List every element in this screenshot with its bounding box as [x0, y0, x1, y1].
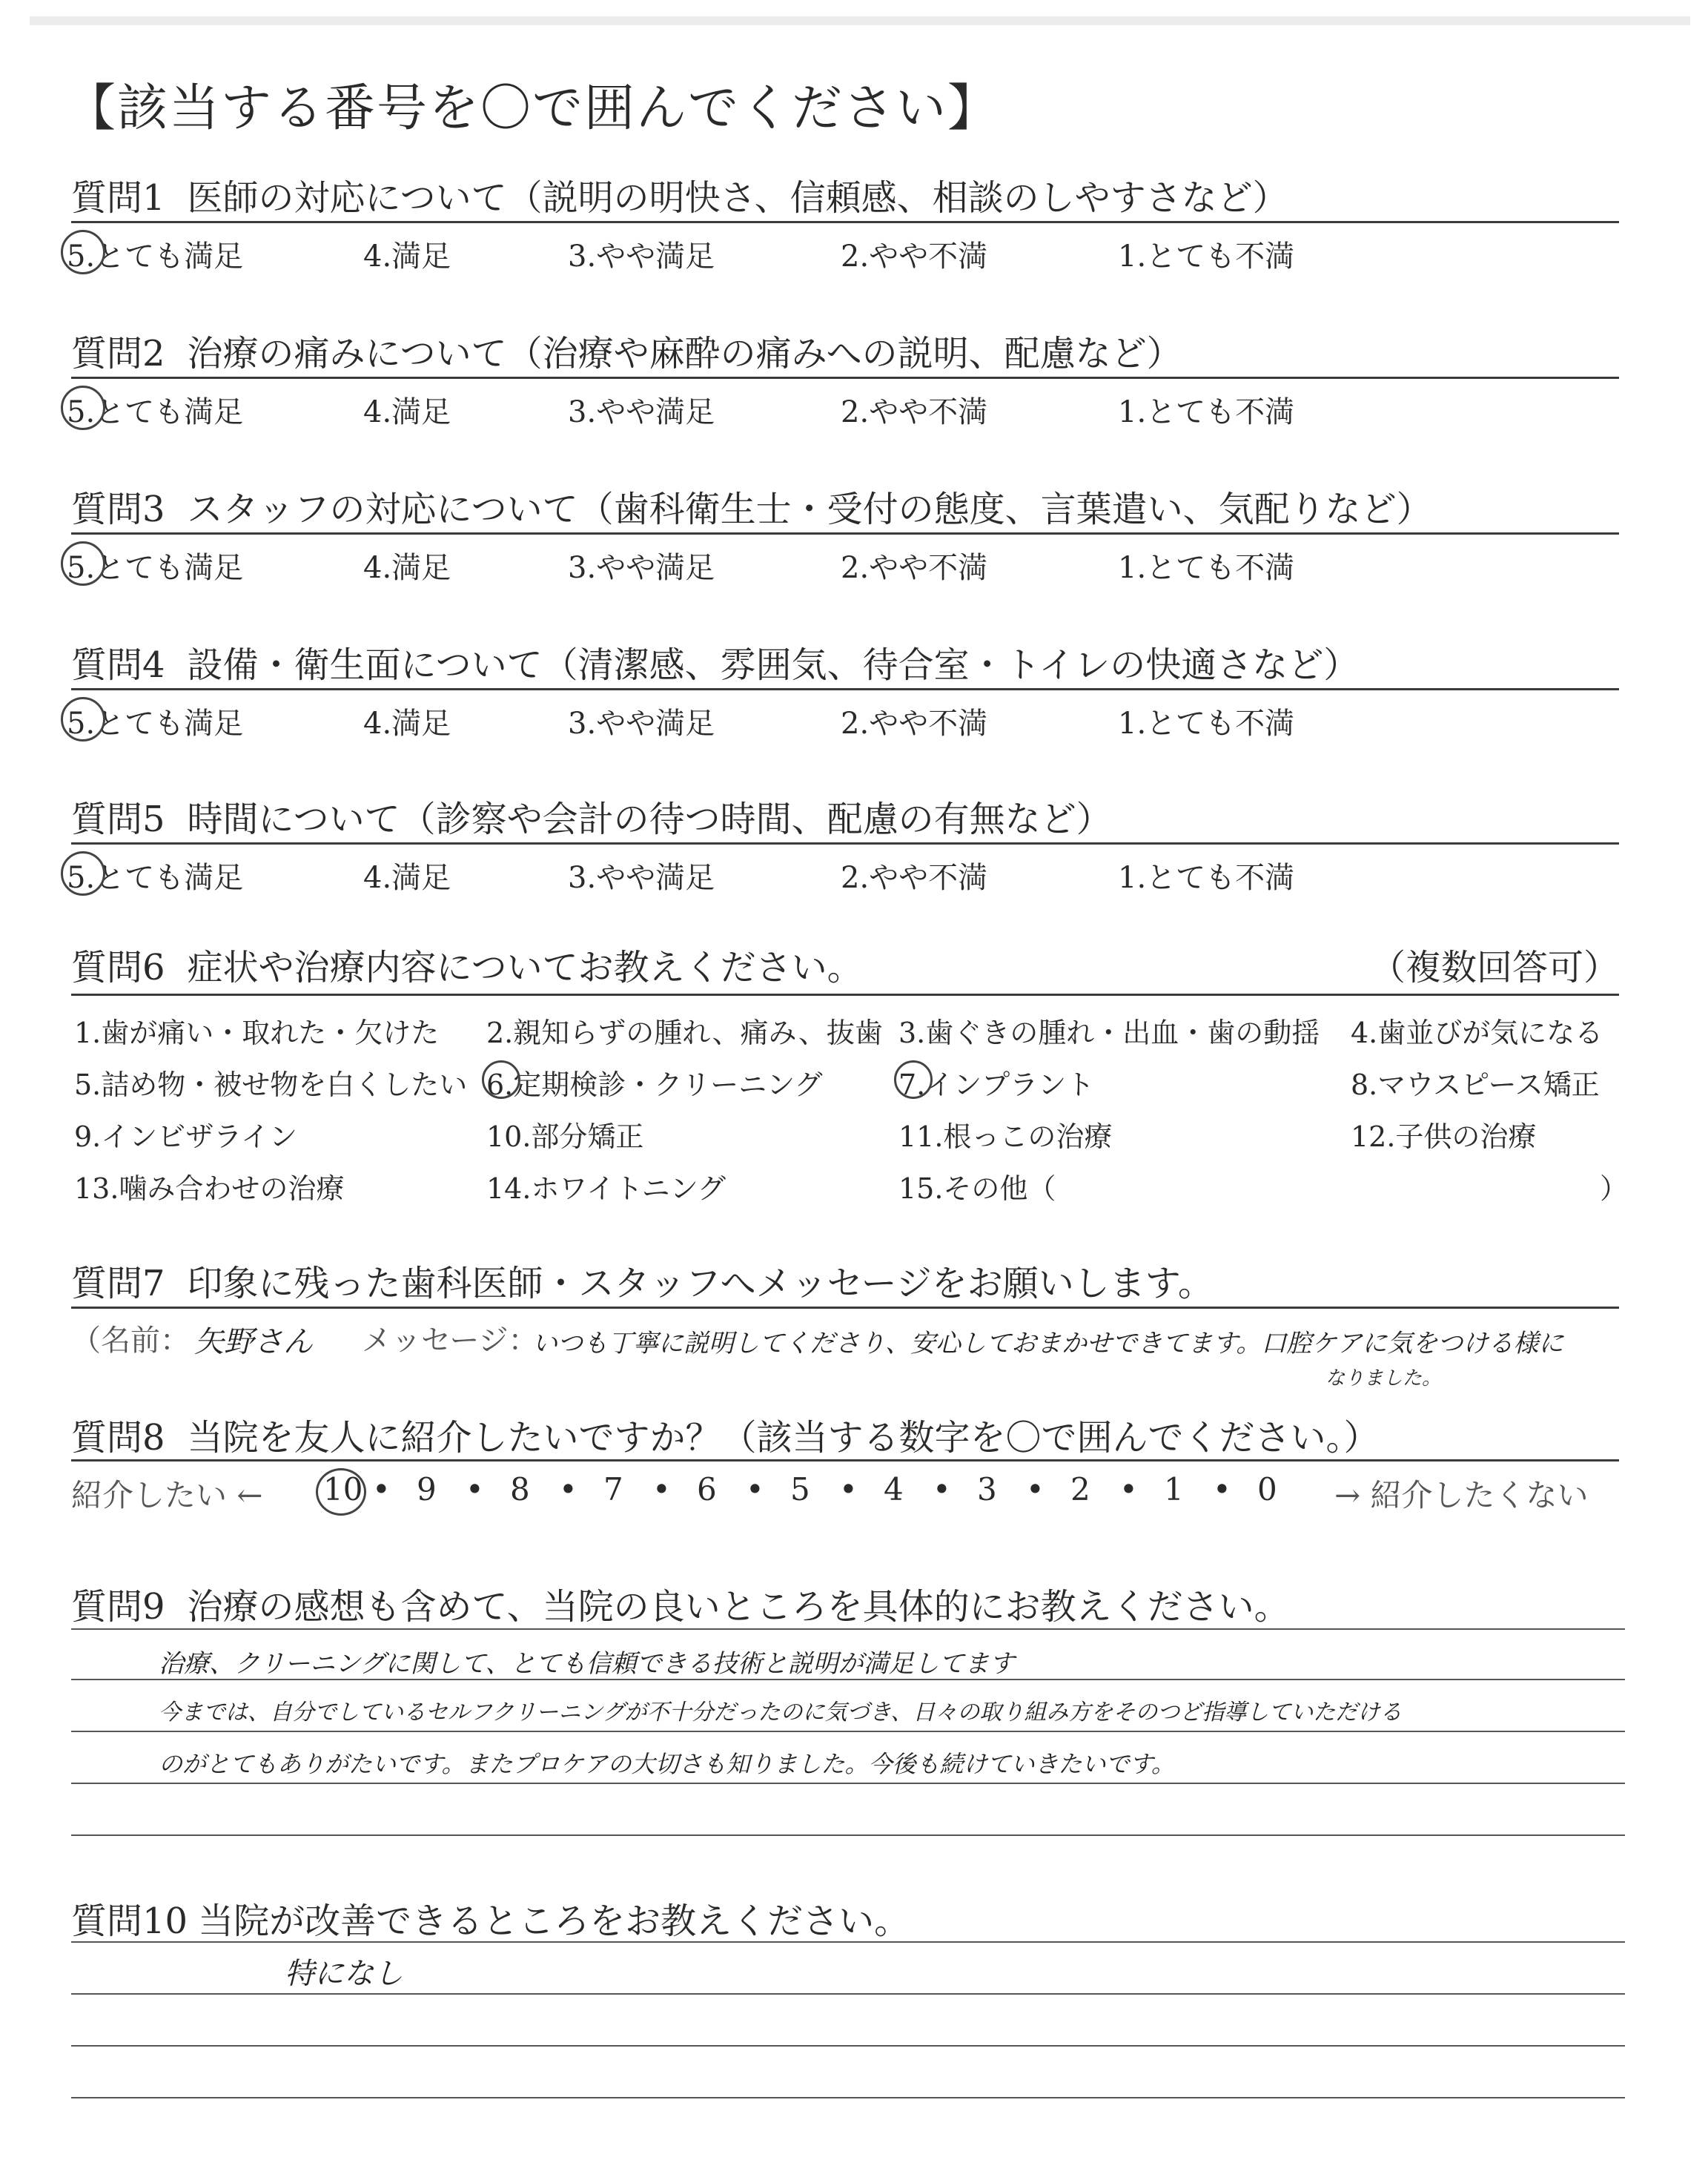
q6-text: 症状や治療内容についてお教えください。	[187, 947, 863, 988]
q10-text: 当院が改善できるところをお教えください。	[198, 1900, 910, 1942]
q4-selected-mark	[61, 697, 105, 742]
q9-writing-line	[71, 1783, 1625, 1784]
q2-option-1[interactable]: 1.とても不満	[1118, 395, 1295, 429]
q10-answer[interactable]: 特になし	[285, 1957, 403, 1991]
instruction-heading: 【該当する番号を〇で囲んでください】	[65, 79, 1000, 138]
q8-title	[71, 1409, 1380, 1460]
q8-scale-separator: •	[559, 1471, 577, 1507]
q9-writing-line	[71, 1628, 1625, 1630]
q5-number: 質問5	[71, 799, 165, 840]
q3-title	[71, 480, 1432, 532]
q8-scale-separator: •	[1213, 1471, 1231, 1507]
q9-answer-line[interactable]: のがとてもありがたいです。またプロケアの大切さも知りました。今後も続けていきたいです。	[159, 1750, 1175, 1778]
q6-option-10[interactable]: 10.部分矯正	[486, 1120, 644, 1153]
q8-scale-5[interactable]: 5	[790, 1471, 810, 1507]
q1-number: 質問1	[71, 177, 165, 219]
q5-option-5[interactable]: 5.とても満足	[67, 861, 244, 895]
q7-text: 印象に残った歯科医師・スタッフへメッセージをお願いします。	[187, 1263, 1214, 1304]
q3-option-5[interactable]: 5.とても満足	[67, 551, 244, 585]
q3-number: 質問3	[71, 489, 165, 530]
q7-title	[71, 1255, 1214, 1306]
q9-number: 質問9	[71, 1586, 165, 1628]
q6-option-1[interactable]: 1.歯が痛い・取れた・欠けた	[74, 1017, 440, 1049]
q6-rule	[71, 994, 1619, 996]
q6-option-14[interactable]: 14.ホワイトニング	[486, 1172, 726, 1205]
q8-selected-mark	[316, 1468, 366, 1516]
q8-scale-10[interactable]: 10	[323, 1471, 363, 1507]
q4-option-1[interactable]: 1.とても不満	[1118, 707, 1295, 741]
q8-scale-separator: •	[1119, 1471, 1138, 1507]
q1-rule	[71, 221, 1619, 223]
q6-option-2[interactable]: 2.親知らずの腫れ、痛み、抜歯	[486, 1017, 883, 1049]
q2-text: 治療の痛みについて（治療や麻酔の痛みへの説明、配慮など）	[187, 333, 1182, 374]
q6-option-9[interactable]: 9.インビザライン	[74, 1120, 298, 1153]
q5-title	[71, 790, 1112, 842]
q8-scale-8[interactable]: 8	[510, 1471, 530, 1507]
q8-right-label: → 紹介したくない	[1334, 1477, 1589, 1513]
q8-text: 当院を友人に紹介したいですか？（該当する数字を〇で囲んでください。）	[187, 1417, 1380, 1459]
q3-option-3[interactable]: 3.やや満足	[568, 551, 715, 585]
q8-left-label: 紹介したい ←	[71, 1477, 263, 1513]
q5-text: 時間について（診察や会計の待つ時間、配慮の有無など）	[187, 799, 1112, 840]
q1-text: 医師の対応について（説明の明快さ、信頼感、相談のしやすさなど）	[187, 177, 1288, 219]
q3-option-4[interactable]: 4.満足	[363, 551, 451, 585]
q8-scale-separator: •	[466, 1471, 484, 1507]
q1-option-1[interactable]: 1.とても不満	[1118, 240, 1295, 274]
q2-option-2[interactable]: 2.やや不満	[841, 395, 988, 429]
q6-option-7[interactable]: 7.インプラント	[898, 1069, 1095, 1101]
q8-scale-6[interactable]: 6	[697, 1471, 717, 1507]
q8-scale-separator: •	[839, 1471, 858, 1507]
q8-scale-separator: •	[372, 1471, 391, 1507]
q2-number: 質問2	[71, 333, 165, 374]
q8-number: 質問8	[71, 1417, 165, 1459]
q6-selected-mark	[482, 1060, 520, 1099]
q8-scale-separator: •	[652, 1471, 671, 1507]
q4-option-5[interactable]: 5.とても満足	[67, 707, 244, 741]
q10-writing-line	[71, 2097, 1625, 2098]
q6-option-11[interactable]: 11.根っこの治療	[898, 1120, 1113, 1153]
q9-writing-line	[71, 1731, 1625, 1732]
q1-option-2[interactable]: 2.やや不満	[841, 240, 988, 274]
q1-option-3[interactable]: 3.やや満足	[568, 240, 715, 274]
q8-scale-9[interactable]: 9	[417, 1471, 437, 1507]
q6-option-3[interactable]: 3.歯ぐきの腫れ・出血・歯の動揺	[898, 1017, 1320, 1049]
q8-scale-2[interactable]: 2	[1070, 1471, 1090, 1507]
q4-rule	[71, 688, 1619, 690]
q6-selected-mark	[894, 1060, 933, 1099]
q6-option-12[interactable]: 12.子供の治療	[1351, 1120, 1537, 1153]
q7-message-value[interactable]: いつも丁寧に説明してくださり、安心しておまかせできてます。口腔ケアに気をつける様に	[532, 1329, 1564, 1358]
q3-selected-mark	[61, 541, 105, 586]
q2-option-5[interactable]: 5.とても満足	[67, 395, 244, 429]
q10-number: 質問10	[71, 1900, 188, 1942]
q8-scale-3[interactable]: 3	[977, 1471, 997, 1507]
q7-name-value[interactable]: 矢野さん	[194, 1325, 313, 1359]
q7-number: 質問7	[71, 1263, 165, 1304]
q9-answer-line[interactable]: 今までは、自分でしているセルフクリーニングが不十分だったのに気づき、日々の取り組み方をそのつど指導していただける	[159, 1700, 1403, 1725]
q2-rule	[71, 377, 1619, 379]
q1-option-5[interactable]: 5.とても満足	[67, 240, 244, 274]
q2-title	[71, 325, 1182, 376]
q8-scale-separator: •	[933, 1471, 951, 1507]
q3-text: スタッフの対応について（歯科衛生士・受付の態度、言葉遣い、気配りなど）	[187, 489, 1432, 530]
q8-scale-separator: •	[1026, 1471, 1045, 1507]
q3-rule	[71, 532, 1619, 535]
q4-option-4[interactable]: 4.満足	[363, 707, 451, 741]
q10-writing-line	[71, 1993, 1625, 1995]
q6-option-6[interactable]: 6.定期検診・クリーニング	[486, 1069, 823, 1101]
q9-title	[71, 1578, 1290, 1629]
q5-option-4[interactable]: 4.満足	[363, 861, 451, 895]
q4-option-3[interactable]: 3.やや満足	[568, 707, 715, 741]
q9-text: 治療の感想も含めて、当院の良いところを具体的にお教えください。	[187, 1586, 1290, 1628]
q3-option-1[interactable]: 1.とても不満	[1118, 551, 1295, 585]
q6-other-close: ）	[1600, 1172, 1629, 1205]
q4-text: 設備・衛生面について（清潔感、雰囲気、待合室・トイレの快適さなど）	[187, 644, 1360, 686]
scan-edge	[30, 16, 1690, 25]
q9-writing-line	[71, 1834, 1625, 1836]
q10-writing-line	[71, 1941, 1625, 1943]
q2-option-4[interactable]: 4.満足	[363, 395, 451, 429]
q5-option-3[interactable]: 3.やや満足	[568, 861, 715, 895]
q7-name-label: （名前：	[71, 1324, 190, 1358]
q8-scale-0[interactable]: 0	[1257, 1471, 1277, 1507]
q7-message-value-line2[interactable]: なりました。	[1325, 1367, 1442, 1390]
q8-scale-1[interactable]: 1	[1164, 1471, 1184, 1507]
q6-note: （複数回答可）	[1369, 947, 1619, 988]
q10-writing-line	[71, 2045, 1625, 2047]
q8-scale-7[interactable]: 7	[603, 1471, 623, 1507]
q10-title	[71, 1892, 910, 1943]
q4-title	[71, 636, 1359, 687]
q1-title	[71, 169, 1288, 220]
q6-number: 質問6	[71, 947, 165, 988]
q8-scale-4[interactable]: 4	[884, 1471, 904, 1507]
q5-option-2[interactable]: 2.やや不満	[841, 861, 988, 895]
q6-option-13[interactable]: 13.噛み合わせの治療	[74, 1172, 345, 1205]
q4-number: 質問4	[71, 644, 165, 686]
q7-rule	[71, 1307, 1619, 1309]
q3-option-2[interactable]: 2.やや不満	[841, 551, 988, 585]
q1-selected-mark	[61, 230, 105, 274]
q6-option-5[interactable]: 5.詰め物・被せ物を白くしたい	[74, 1069, 468, 1101]
q9-answer-line[interactable]: 治療、クリーニングに関して、とても信頼できる技術と説明が満足してます	[159, 1649, 1015, 1679]
q8-scale-separator: •	[746, 1471, 764, 1507]
q5-rule	[71, 842, 1619, 845]
q6-option-4[interactable]: 4.歯並びが気になる	[1351, 1017, 1603, 1049]
q6-title	[71, 939, 863, 990]
q6-option-15[interactable]: 15.その他（	[898, 1172, 1056, 1205]
q8-rule	[71, 1459, 1619, 1462]
q4-option-2[interactable]: 2.やや不満	[841, 707, 988, 741]
q2-selected-mark	[61, 386, 105, 430]
q5-option-1[interactable]: 1.とても不満	[1118, 861, 1295, 895]
q2-option-3[interactable]: 3.やや満足	[568, 395, 715, 429]
q1-option-4[interactable]: 4.満足	[363, 240, 451, 274]
q6-option-8[interactable]: 8.マウスピース矯正	[1351, 1069, 1600, 1101]
q7-message-label: メッセージ：	[362, 1324, 538, 1358]
q5-selected-mark	[61, 851, 105, 896]
